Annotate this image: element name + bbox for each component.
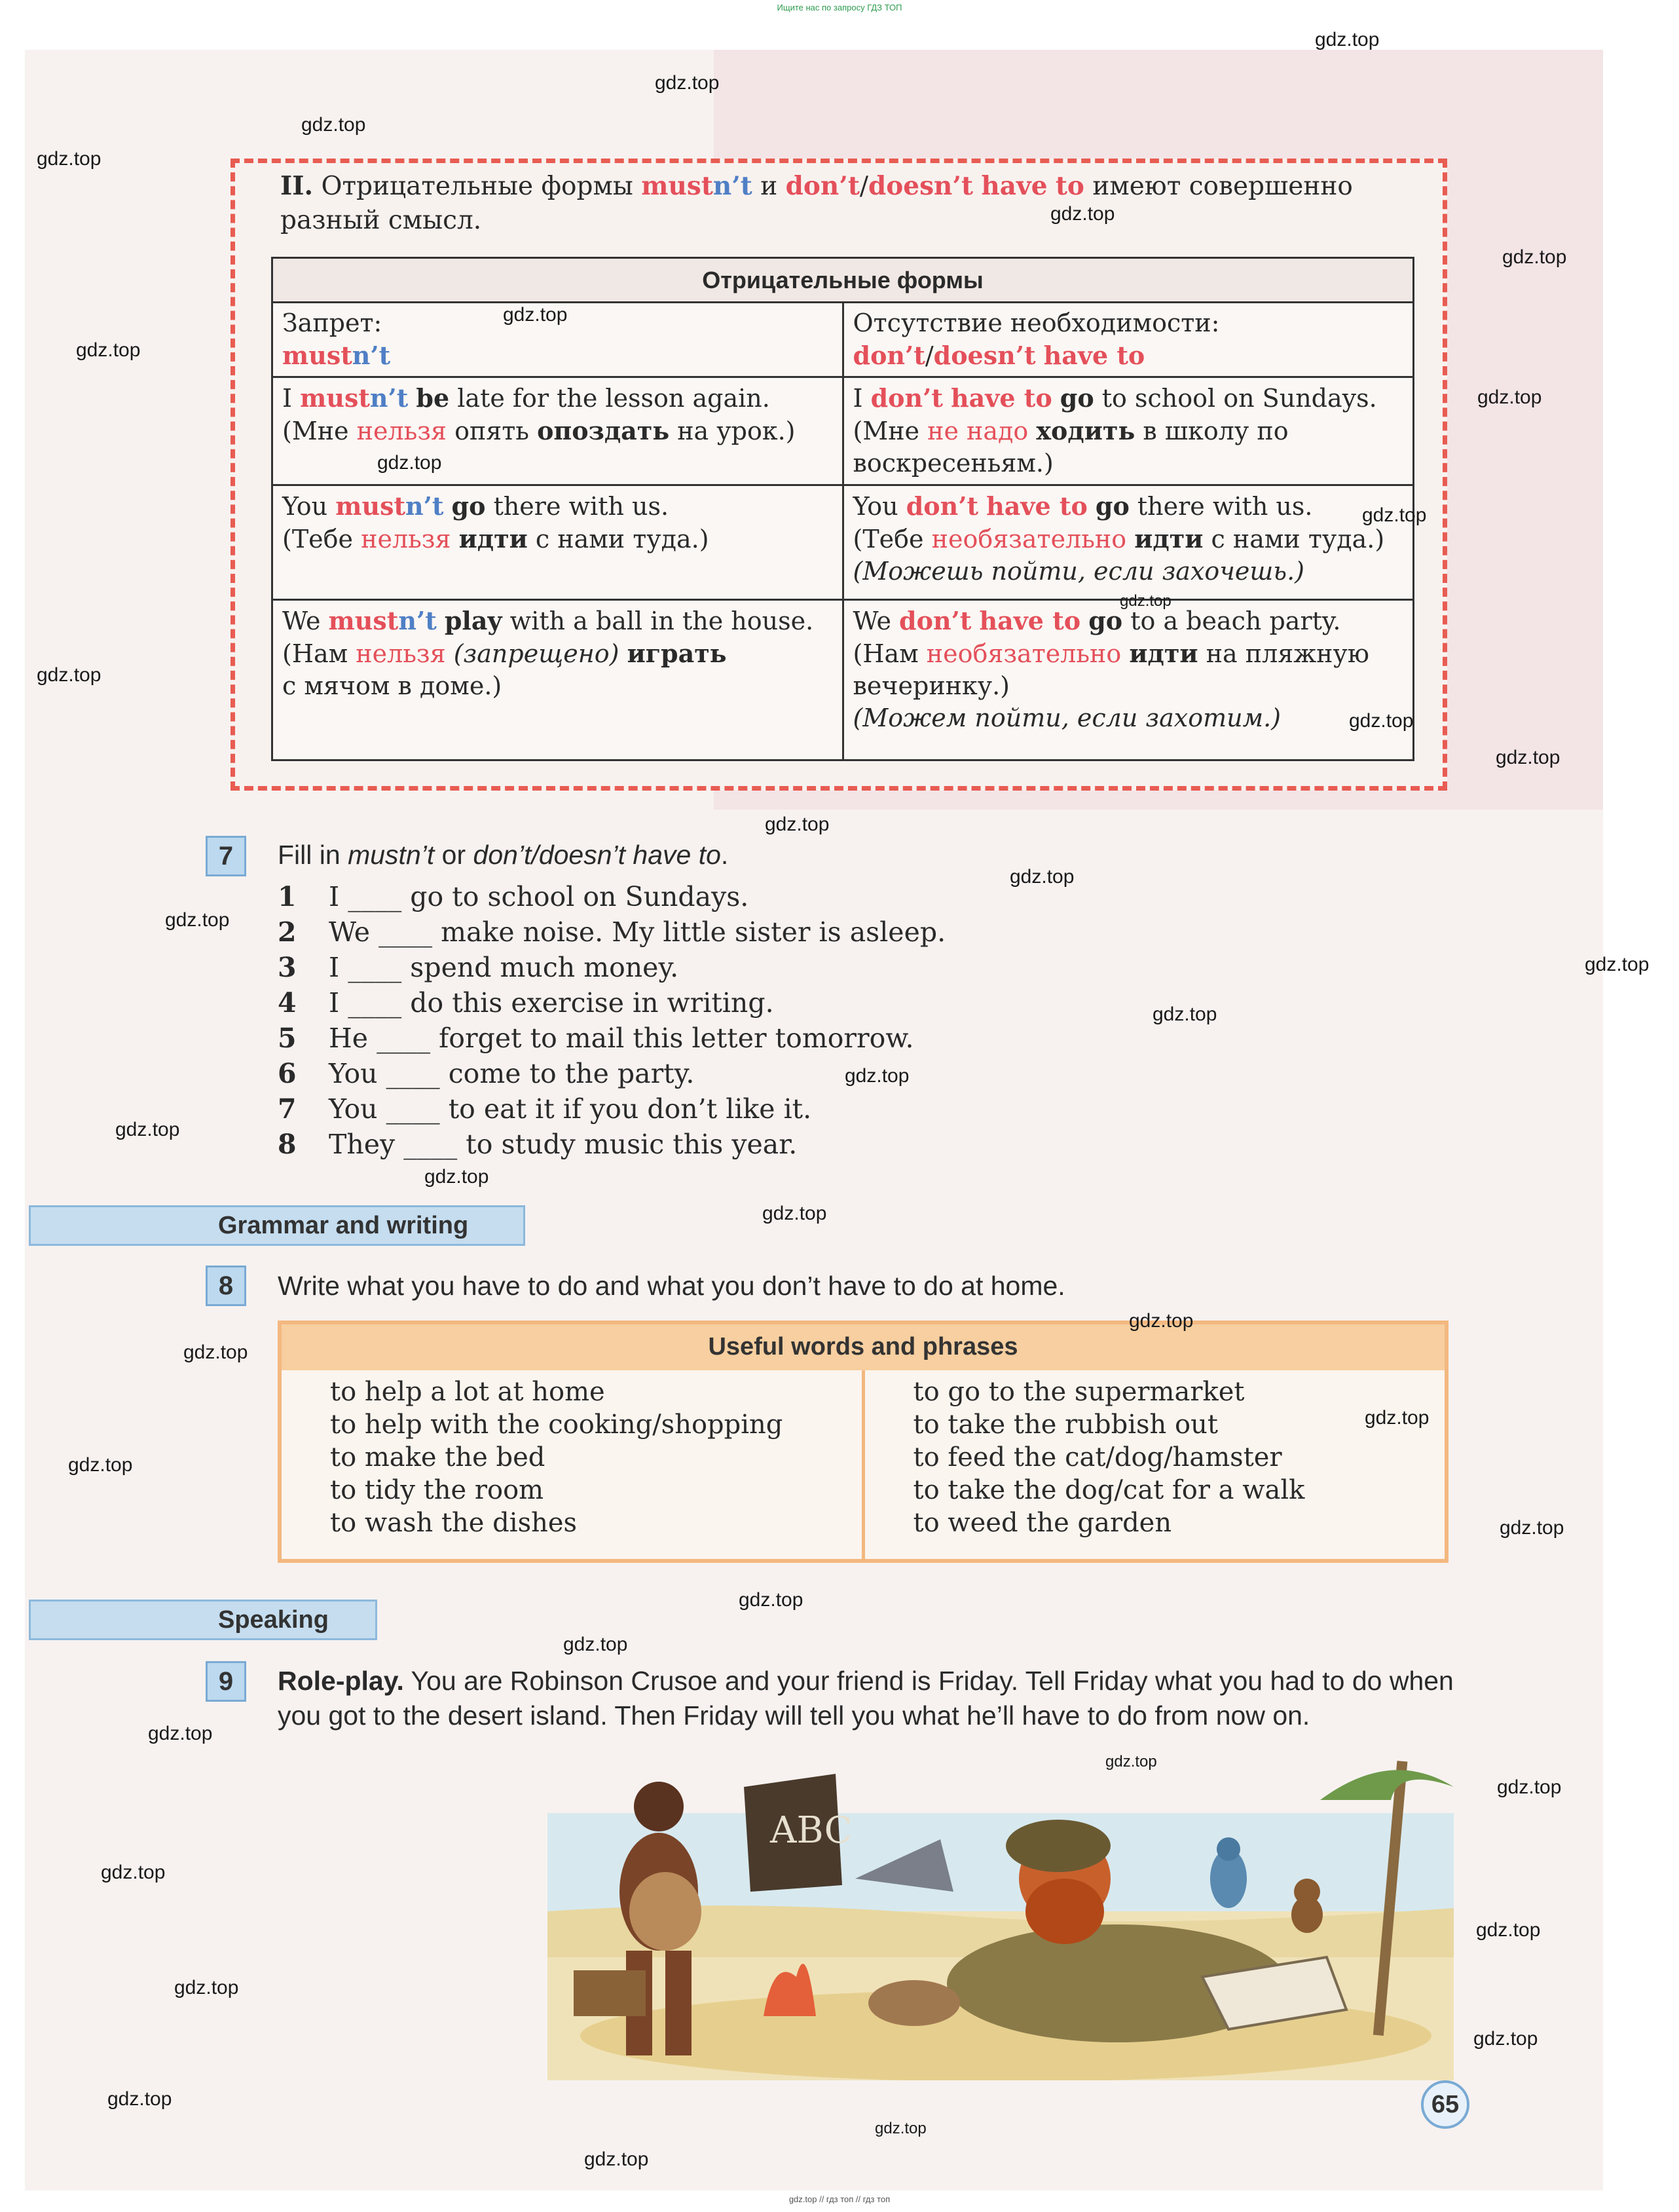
watermark-text: gdz.top bbox=[424, 1166, 489, 1188]
watermark-text: gdz.top bbox=[875, 2120, 927, 2137]
watermark-text: gdz.top bbox=[739, 1589, 803, 1611]
watermark-text: gdz.top bbox=[1477, 386, 1542, 408]
table-cell: We don’t have to go to a beach party. (Нам необязательно идти на пляжную вечеринку.) (Можем пойти, если захотим.) bbox=[843, 600, 1414, 760]
exercise-8-instruction: Write what you have to do and what you don’t have to do at home. bbox=[278, 1271, 1065, 1301]
watermark-text: gdz.top bbox=[76, 339, 141, 361]
grammar-note-intro: II. Отрицательные формы mustn’t и don’t/doesn’t have to имеют совершенно разный смысл. bbox=[280, 171, 1353, 235]
watermark-text: gdz.top bbox=[563, 1634, 628, 1655]
useful-phrases-box bbox=[278, 1321, 1448, 1563]
table-cell: You mustn’t go there with us. (Тебе нельзя идти с нами туда.) bbox=[272, 485, 843, 600]
exercise-item: 4 I ____ do this exercise in writing. bbox=[278, 985, 946, 1021]
watermark-text: gdz.top bbox=[1362, 504, 1427, 526]
watermark-text: gdz.top bbox=[1500, 1517, 1564, 1539]
exercise-7-number: 7 bbox=[206, 836, 246, 876]
watermark-text: gdz.top bbox=[377, 452, 442, 474]
useful-phrases-title: Useful words and phrases bbox=[282, 1324, 1445, 1370]
watermark-text: gdz.top bbox=[1365, 1407, 1430, 1429]
watermark-text: gdz.top bbox=[101, 1862, 166, 1883]
answer-blank[interactable]: ____ bbox=[348, 952, 402, 983]
table-cell: You don’t have to go there with us. (Тебе необязательно идти с нами туда.) (Можешь пойти, если захочешь.) bbox=[843, 485, 1414, 600]
exercise-item: 7 You ____ to eat it if you don’t like it. bbox=[278, 1091, 946, 1127]
exercise-9-text: Role-play. You are Robinson Crusoe and your friend is Friday. Tell Friday what you had to do when you got to the desert island. Then Friday will tell you what he’ll have to do from now on. bbox=[278, 1666, 1454, 1731]
watermark-text: gdz.top bbox=[762, 1203, 827, 1224]
watermark-text: gdz.top bbox=[1050, 203, 1115, 225]
phrase-item: to take the rubbish out bbox=[913, 1410, 1218, 1440]
watermark-text: gdz.top bbox=[655, 72, 720, 94]
table-header: Отрицательные формы bbox=[272, 258, 1414, 303]
watermark-text: gdz.top bbox=[1105, 1753, 1157, 1771]
phrase-item: to wash the dishes bbox=[330, 1508, 578, 1538]
answer-blank[interactable]: ____ bbox=[386, 1093, 440, 1125]
exercise-7-instruction: Fill in mustn’t or don’t/doesn’t have to. bbox=[278, 840, 729, 870]
top-link[interactable]: Ищите нас по запросу ГДЗ ТОП bbox=[777, 3, 902, 12]
phrase-item: to make the bed bbox=[330, 1442, 545, 1472]
phrase-item: to tidy the room bbox=[330, 1475, 544, 1505]
watermark-text: gdz.top bbox=[148, 1723, 213, 1744]
negative-forms-table bbox=[271, 257, 1414, 761]
watermark-text: gdz.top bbox=[503, 304, 568, 326]
watermark-text: gdz.top bbox=[1473, 2028, 1538, 2050]
phrase-item: to go to the supermarket bbox=[913, 1377, 1245, 1407]
chalkboard-text: ABC bbox=[770, 1809, 853, 1852]
answer-blank[interactable]: ____ bbox=[386, 1058, 440, 1089]
watermark-text: gdz.top bbox=[115, 1119, 180, 1140]
watermark-text: gdz.top bbox=[107, 2088, 172, 2110]
section-grammar-and-writing: Grammar and writing bbox=[29, 1205, 525, 1246]
watermark-text: gdz.top bbox=[37, 664, 101, 686]
watermark-text: gdz.top bbox=[37, 148, 101, 170]
table-cell-no-necessity-heading: Отсутствие необходимости: don’t/doesn’t have to bbox=[843, 303, 1414, 377]
watermark-text: gdz.top bbox=[1315, 29, 1380, 50]
bottom-link[interactable]: gdz.top // гдз топ // гдз топ bbox=[788, 2194, 891, 2204]
phrase-item: to take the dog/cat for a walk bbox=[913, 1475, 1305, 1505]
phrase-item: to help with the cooking/shopping bbox=[330, 1410, 783, 1440]
exercise-item: 6 You ____ come to the party. bbox=[278, 1056, 946, 1091]
exercise-8-number: 8 bbox=[206, 1265, 246, 1306]
exercise-item: 1 I ____ go to school on Sundays. bbox=[278, 879, 946, 914]
phrase-item: to feed the cat/dog/hamster bbox=[913, 1442, 1282, 1472]
watermark-text: gdz.top bbox=[584, 2148, 649, 2170]
exercise-item: 5 He ____ forget to mail this letter tomorrow. bbox=[278, 1021, 946, 1056]
watermark-text: gdz.top bbox=[1502, 246, 1567, 268]
table-cell: I don’t have to go to school on Sundays. (Мне не надо ходить в школу по воскресеньям.) bbox=[843, 377, 1414, 485]
watermark-text: gdz.top bbox=[845, 1065, 910, 1087]
watermark-text: gdz.top bbox=[68, 1454, 133, 1476]
exercise-9-number: 9 bbox=[206, 1661, 246, 1702]
watermark-text: gdz.top bbox=[1585, 954, 1650, 975]
useful-phrases-right bbox=[862, 1370, 1445, 1559]
useful-phrases-left bbox=[282, 1370, 862, 1559]
exercise-item: 2 We ____ make noise. My little sister is asleep. bbox=[278, 914, 946, 950]
watermark-text: gdz.top bbox=[1010, 866, 1075, 888]
watermark-text: gdz.top bbox=[1153, 1003, 1217, 1025]
exercise-7-list bbox=[278, 879, 946, 1162]
phrase-item: to help a lot at home bbox=[330, 1377, 605, 1407]
phrase-item: to weed the garden bbox=[913, 1508, 1172, 1538]
watermark-text: gdz.top bbox=[1120, 592, 1172, 610]
watermark-text: gdz.top bbox=[1129, 1310, 1194, 1332]
answer-blank[interactable]: ____ bbox=[348, 987, 402, 1019]
answer-blank[interactable]: ____ bbox=[378, 916, 433, 948]
watermark-text: gdz.top bbox=[165, 909, 230, 931]
table-cell: We mustn’t play with a ball in the house. (Нам нельзя (запрещено) играть с мячом в доме.) bbox=[272, 600, 843, 760]
exercise-item: 8 They ____ to study music this year. bbox=[278, 1127, 946, 1162]
watermark-text: gdz.top bbox=[1349, 710, 1414, 732]
watermark-text: gdz.top bbox=[1476, 1919, 1541, 1941]
watermark-text: gdz.top bbox=[174, 1977, 239, 1998]
watermark-text: gdz.top bbox=[301, 114, 366, 136]
table-cell: I mustn’t be late for the lesson again. (Мне нельзя опять опоздать на урок.) bbox=[272, 377, 843, 485]
page-number: 65 bbox=[1421, 2080, 1469, 2129]
answer-blank[interactable]: ____ bbox=[348, 881, 402, 912]
exercise-item: 3 I ____ spend much money. bbox=[278, 950, 946, 985]
section-speaking: Speaking bbox=[29, 1600, 377, 1640]
answer-blank[interactable]: ____ bbox=[377, 1022, 431, 1054]
watermark-text: gdz.top bbox=[183, 1341, 248, 1363]
watermark-text: gdz.top bbox=[1496, 747, 1560, 768]
robinson-crusoe-illustration bbox=[547, 1761, 1454, 2080]
answer-blank[interactable]: ____ bbox=[403, 1129, 458, 1160]
watermark-text: gdz.top bbox=[765, 814, 830, 835]
table-cell-prohibition-heading: Запрет: mustn’t bbox=[272, 303, 843, 377]
watermark-text: gdz.top bbox=[1497, 1776, 1562, 1798]
